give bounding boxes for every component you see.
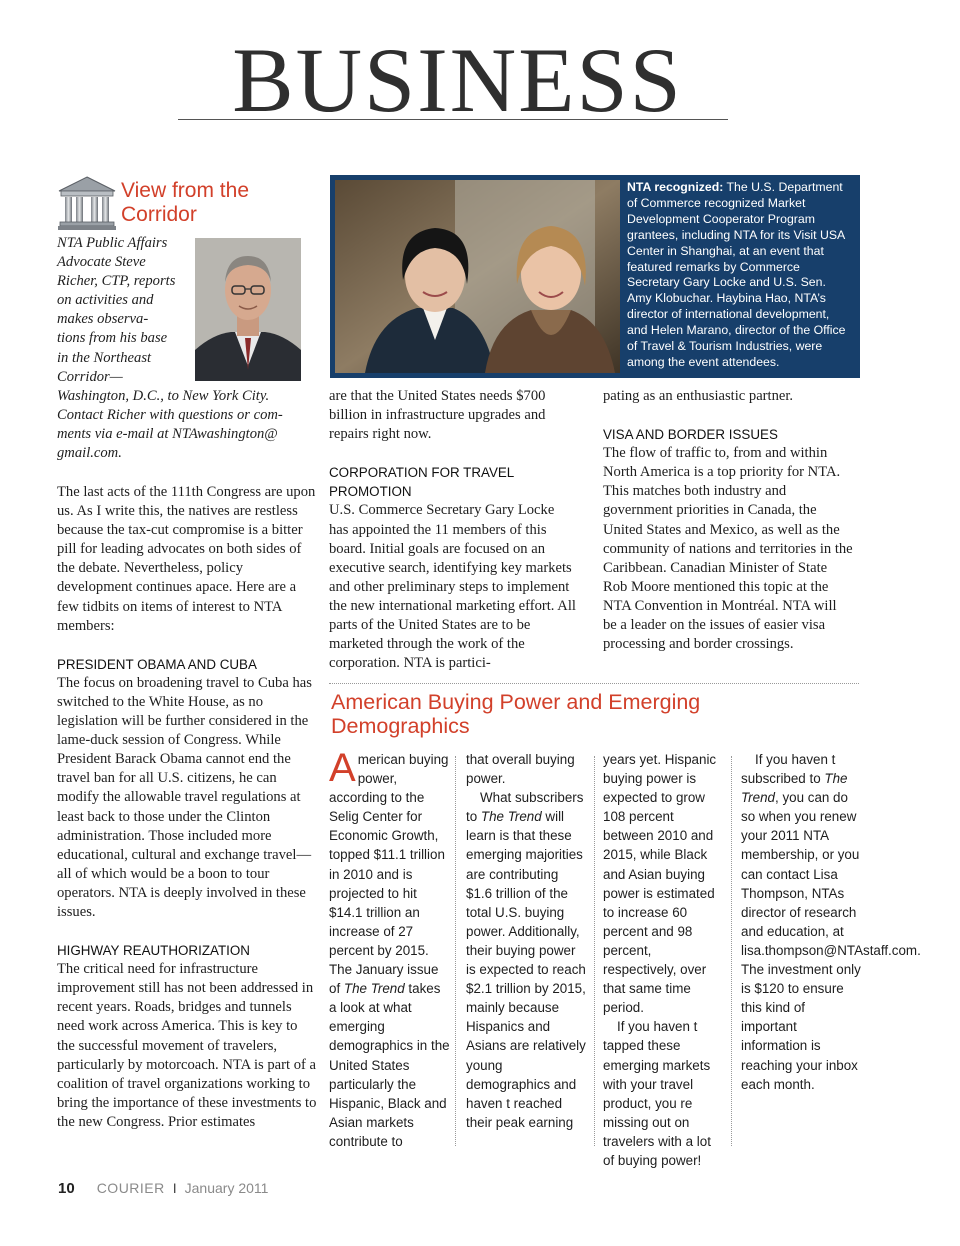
intro-line: in the Northeast (57, 349, 152, 366)
intro-line: Richer, CTP, reports (57, 273, 176, 290)
column-title-line-1: View from the (121, 179, 249, 202)
article-column-2 (329, 387, 577, 673)
subhead-ctp-line-1: CORPORATION FOR TRAVEL (329, 465, 515, 481)
bp-text: merican buying power, according to the Selig Center for Economic Growth, topped $11.1 trillion in 2010 and is projected to hit $14.1 trillion an increase of 27 percent by 2015. The January issue of (329, 752, 449, 997)
article-column-1 (57, 483, 317, 1132)
column-divider (594, 756, 595, 1146)
intro-line: makes observa- (57, 311, 149, 328)
author-portrait (195, 238, 301, 381)
section-masthead: BUSINESS (232, 29, 683, 131)
intro-line: Advocate Steve (57, 254, 146, 271)
buying-power-column-4 (741, 750, 921, 1094)
capitol-building-icon (57, 175, 117, 231)
intro-line: tions from his base (57, 330, 168, 347)
intro-line: on activities and (57, 292, 154, 309)
buying-power-column-1 (329, 746, 451, 1151)
column-title-line-2: Corridor (121, 203, 197, 226)
subhead-highway: HIGHWAY REAUTHORIZATION (57, 943, 250, 959)
masthead-rule (178, 119, 728, 120)
buying-power-title: American Buying Power and Emerging Demographics (331, 690, 701, 738)
caption-lead: NTA recognized: (627, 180, 724, 194)
page-number: 10 (58, 1180, 75, 1197)
caption-text: The U.S. Department of Commerce recognized Market Development Cooperator Program grantees, including NTA for its Visit USA Center in Shanghai, at an event that featured remarks by Commerce Secretary Gary Locke and U.S. Sen. Amy Klobuchar. Haybina Hao, NTA’s director of international development, and Helen Marano, director of the Office of Travel & Tourism Industries, were among the event attendees. (627, 180, 846, 369)
bp-publication-title: The Trend (343, 981, 405, 997)
bp-text: will learn is that these emerging majorities are contributing $1.6 trillion of the total U.S. buying power. Additionally, their buying power is expected to reach $2.1 trillion by 2015, mainly because Hispanics and Asians are relatively young demographics and haven t reached their peak earning (466, 809, 586, 1130)
subhead-cuba: PRESIDENT OBAMA AND CUBA (57, 656, 257, 672)
bp-text: takes a look at what emerging demographics in the United States particularly the Hispanic, Black and Asian markets contribute to (329, 981, 450, 1149)
intro-line: gmail.com. (57, 445, 122, 462)
bp-text: years yet. Hispanic buying power is expected to grow 108 percent between 2010 and 2015, while Black and Asian buying power is estimated to increase 60 percent and 98 percent, respectively, over that same time period. (603, 752, 717, 1016)
highway-paragraph: The critical need for infrastructure improvement still has not been addressed in recent years. Roads, bridges and tunnels need work across America. This is key to the successful movement of travelers, particularly by motorcoach. NTA is part of a coalition of travel organizations working to bring the importance of these investments to the new Congress. Prior estimates (57, 961, 317, 1130)
photo-caption (627, 180, 853, 371)
magazine-name: COURIER (96, 1180, 165, 1196)
bp-text: If you haven t subscribed to (741, 752, 836, 787)
intro-line: ments via e-mail at NTAwashington@ (57, 425, 278, 442)
ctp-paragraph: U.S. Commerce Secretary Gary Locke has appointed the 11 members of this board. Initial goals are focused on an executive search, identifying key markets and other preliminary steps to implement the new international marketing effort. All parts of the United States are to be marketed through the work of the corporation. NTA is partici- (329, 502, 576, 672)
intro-line: NTA Public Affairs (57, 235, 168, 251)
drop-cap: A (329, 746, 356, 790)
cuba-paragraph: The focus on broadening travel to Cuba has switched to the White House, as no legislation will be further considered in the lame-duck session of Congress. While President Barack Obama cannot end the travel ban for all U.S. citizens, he can modify the allowable travel regulations at least back to those under the Clinton administration. Those included more educational, cultural and exchange travel—all of which would be a boon to tour operators. NTA is deeply involved in these issues. (57, 674, 312, 920)
footer-separator: I (172, 1180, 177, 1196)
buying-power-column-2 (466, 750, 588, 1132)
column-divider (455, 756, 456, 1146)
bp-text: that overall buying power. (466, 752, 575, 787)
intro-line: Contact Richer with questions or com- (57, 406, 283, 423)
column-title (121, 179, 249, 227)
subhead-ctp-line-2: PROMOTION (329, 484, 412, 500)
intro-line: Corridor— (57, 368, 123, 385)
section-divider (329, 683, 859, 684)
intro-line: Washington, D.C., to New York City. (57, 387, 270, 404)
continued-paragraph: are that the United States needs $700 billion in infrastructure upgrades and repairs right now. (329, 388, 546, 443)
bp-text: What subscribers to (466, 790, 584, 825)
visa-paragraph: The flow of traffic to, from and within North America is a top priority for NTA. This matches both industry and government priorities in Canada, the United States and Mexico, as well as the community of nations and territories in the Caribbean. Canadian Minister of State Rob Moore mentioned this topic at the NTA Convention in Montréal. NTA will be a leader on the issues of easier visa processing and border crossings. (603, 445, 853, 653)
lead-paragraph: The last acts of the 111th Congress are upon us. As I write this, the natives are restless because the tax-cut compromise is a bitter pill for leading advocates on both sides of the debate. Nevertheless, policy development continues apace. Here are a few tidbits on items of interest to NTA members: (57, 484, 316, 634)
page-footer (58, 1180, 268, 1197)
event-photo (335, 180, 620, 373)
bp-publication-title: The Trend (741, 771, 848, 806)
subhead-visa: VISA AND BORDER ISSUES (603, 427, 778, 443)
bp-text: , you can do so when you renew your 2011 NTA membership, or you can contact Lisa Thompson, NTAs director of research and education, at lisa.thompson@NTAstaff.com. The investment only is $120 to ensure this kind of important information is reaching your inbox each month. (741, 790, 921, 1092)
continued-paragraph: pating as an enthusiastic partner. (603, 388, 794, 404)
column-divider (731, 756, 732, 1146)
article-column-3 (603, 387, 853, 654)
buying-power-column-3 (603, 750, 725, 1170)
bp-publication-title: The Trend (480, 809, 542, 825)
issue-date: January 2011 (184, 1180, 269, 1196)
bp-text: If you haven t tapped these emerging markets with your travel product, you re missing out on travelers with a lot of buying power! (603, 1019, 711, 1168)
